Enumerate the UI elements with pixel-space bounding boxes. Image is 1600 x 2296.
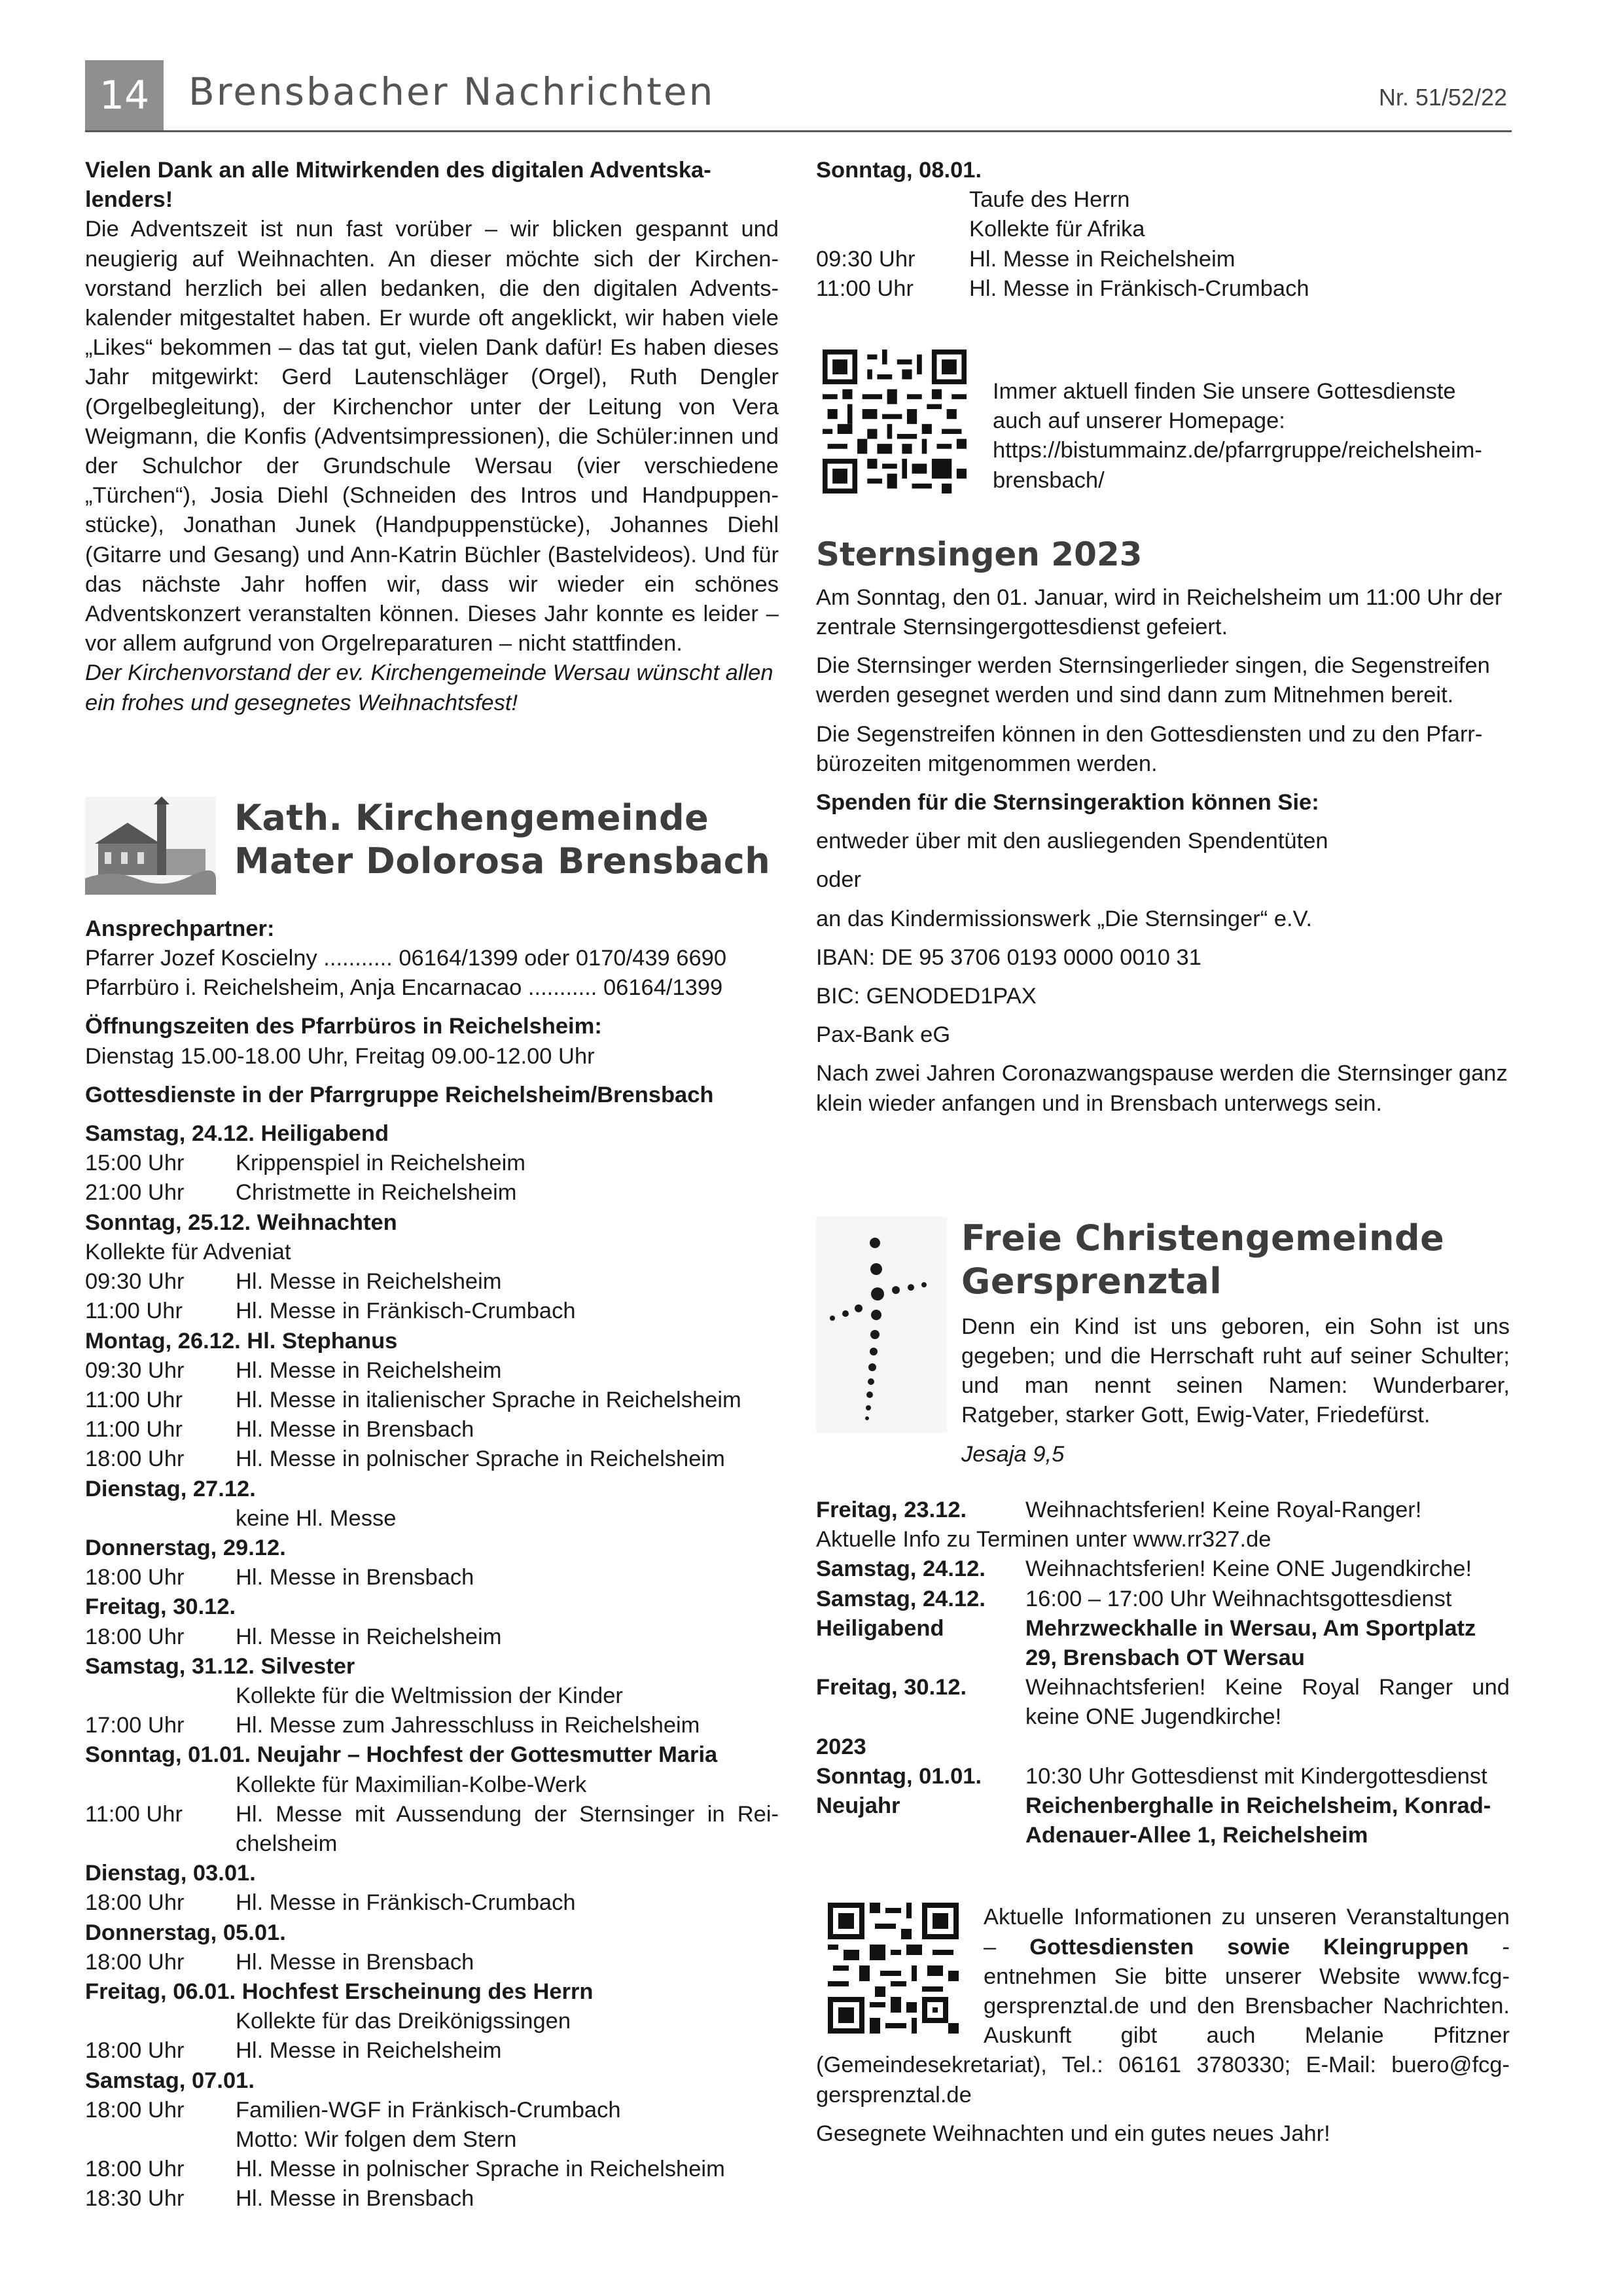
service-event: Christmette in Reichelsheim: [236, 1180, 517, 1206]
sternsingen-p2: Die Sternsinger werden Sternsingerlieder singen, die Segenstreifen werden gesegnet werden und sind dann zum Mitnehmen bereit.: [816, 653, 1490, 708]
event-text: Weihnachtsferien! Keine ONE Jugendkirche!: [1025, 1556, 1472, 1582]
schedule-note: Motto: Wir folgen dem Stern: [236, 2126, 517, 2152]
donation-bank: Pax-Bank eG: [816, 1022, 951, 1048]
homepage-block: [816, 350, 1510, 495]
service-time: 09:30 Uhr: [85, 1357, 185, 1383]
schedule-day: Freitag, 30.12.: [85, 1594, 236, 1620]
service-time: 18:00 Uhr: [85, 2038, 185, 2064]
schedule-note: Kollekte für Maximilian-Kolbe-Werk: [236, 1772, 587, 1797]
schedule-day: Samstag, 07.01.: [85, 2068, 255, 2093]
service-time: 18:00 Uhr: [85, 1624, 185, 1649]
donation-bic: BIC: GENODED1PAX: [816, 984, 1037, 1009]
fcg-info-text-a: Aktuelle Informationen zu unseren Veranstaltungen –: [984, 1905, 1510, 1960]
sternsingen-p3: Die Segenstreifen können in den Gottesdiensten und zu den Pfarrbürozeiten mitgenommen werden.: [816, 721, 1483, 776]
service-event: Hl. Messe in Reichelsheim: [236, 1269, 502, 1295]
schedule-row: [85, 1178, 779, 1208]
fcg-info-text-bold: Gottesdiensten sowie Kleingruppen: [1029, 1934, 1469, 1960]
schedule-day: Sonntag, 08.01.: [816, 158, 982, 183]
fcg-event-row: [816, 1762, 1510, 1791]
schedule-day: Donnerstag, 29.12.: [85, 1535, 286, 1560]
header-rule: [85, 130, 1512, 132]
fcg-section-header: [816, 1217, 1510, 1469]
service-event: Hl. Messe in polnischer Sprache in Reichelsheim: [236, 2157, 725, 2182]
verse-reference: Jesaja 9,5: [961, 1441, 1065, 1467]
service-time: 18:00 Uhr: [85, 1949, 185, 1975]
church-illustration-icon: [85, 797, 216, 895]
kath-title-line1: Kath. Kirchengemeinde: [234, 797, 709, 838]
event-date: Sonntag, 01.01.: [816, 1763, 982, 1789]
service-event: Hl. Messe in Brensbach: [236, 2186, 474, 2212]
service-event: Hl. Messe in Brensbach: [236, 1565, 474, 1590]
service-time: 11:00 Uhr: [85, 1299, 183, 1324]
event-text: Reichenberghalle in Reichelsheim, Konrad-Adenauer-Allee 1, Reichelsheim: [1025, 1793, 1491, 1848]
fcg-event-row: [816, 1673, 1510, 1732]
service-time: 18:00 Uhr: [85, 1565, 185, 1590]
service-event: Hl. Messe in Brensbach: [236, 1949, 474, 1975]
service-event: Hl. Messe in Fränkisch-Crumbach: [236, 1299, 576, 1324]
service-time: 09:30 Uhr: [816, 246, 916, 272]
service-time: 11:00 Uhr: [85, 1801, 183, 1827]
donation-option-2: an das Kindermissionswerk „Die Sternsinger“ e.V.: [816, 906, 1313, 931]
schedule-day: Samstag, 31.12. Silvester: [85, 1653, 355, 1679]
schedule-row: [85, 1444, 779, 1474]
schedule-day: Sonntag, 01.01. Neujahr – Hochfest der Gottesmutter Maria: [85, 1742, 718, 1768]
homepage-url[interactable]: https://bistummainz.de/pfarrgruppe/reichelsheim-brensbach/: [993, 438, 1482, 493]
schedule-row: [85, 1415, 779, 1444]
schedule-day: Freitag, 06.01. Hochfest Erscheinung des Herrn: [85, 1979, 594, 2004]
fcg-event-row: [816, 1496, 1510, 1525]
fcg-year: 2023: [816, 1734, 866, 1759]
schedule-row: [816, 274, 1510, 304]
qr-code-icon[interactable]: [828, 1903, 959, 2034]
schedule-row: [85, 2036, 779, 2066]
schedule-row: [85, 1800, 779, 1859]
schedule-day: Dienstag, 03.01.: [85, 1861, 256, 1886]
service-time: 15:00 Uhr: [85, 1151, 185, 1176]
service-time: 18:00 Uhr: [85, 1890, 185, 1916]
page-header: [0, 0, 1600, 131]
schedule-note: Kollekte für das Dreikönigssingen: [236, 2009, 571, 2034]
fcg-info-line: Aktuelle Info zu Terminen unter www.rr327.de: [816, 1527, 1271, 1552]
donation-heading: Spenden für die Sternsingeraktion können Sie:: [816, 790, 1319, 816]
schedule-row: [85, 1711, 779, 1740]
schedule-row: [85, 1149, 779, 1178]
dotted-cross-icon: [816, 1217, 947, 1433]
schedule-row: [85, 1563, 779, 1592]
schedule-day: Montag, 26.12. Hl. Stephanus: [85, 1328, 398, 1354]
contact-office: Pfarrbüro i. Reichelsheim, Anja Encarnacao ........... 06164/1399: [85, 975, 723, 1001]
sternsingen-title: Sternsingen 2023: [816, 535, 1143, 573]
homepage-text: Immer aktuell finden Sie unsere Gottesdienste auch auf unserer Homepage:: [993, 379, 1456, 434]
event-date: Heiligabend: [816, 1615, 944, 1641]
schedule-row: [85, 2184, 779, 2214]
fcg-title-line1: Freie Christengemeinde: [961, 1217, 1445, 1259]
service-event: Hl. Messe in Fränkisch-Crumbach: [969, 276, 1309, 301]
thanks-body: Die Adventszeit ist nun fast vorüber – wir blicken gespannt und neugierig auf Weihnachten. An dieser möchte sich der Kirchenvorstand herzlich bei allen bedanken, die den digitalen Adventskalender mitgestaltet haben. Er wurde oft angeklickt, wir haben viele „Likes“ bekommen – das tat gut, vielen Dank dafür! Es haben dieses Jahr mitgewirkt: Gerd Lautenschläger (Orgel), Ruth Dengler (Orgelbegleitung), der Kirchenchor unter der Leitung von Vera Weigmann, die Konfis (Adventsimpressionen), die Schüler:innen und der Schulchor der Grundschule Wersau (vier verschiedene „Türchen“), Josia Diehl (Schneiden des Intros und Handpuppenstücke), Jonathan Junek (Handpuppenstücke), Johannes Diehl (Gitarre und Gesang) und Ann-Katrin Büchler (Bastelvideos). Und für das nächste Jahr hoffen wir, dass wir wieder ein schönes Adventskonzert veranstalten können. Dieses Jahr konnte es leider – vor allem aufgrund von Orgelreparaturen – nicht stattfinden.: [85, 217, 779, 656]
services-label: Gottesdienste in der Pfarrgruppe Reichelsheim/Brensbach: [85, 1082, 714, 1107]
thanks-heading: Vielen Dank an alle Mitwirkenden des digitalen Adventskalenders!: [85, 158, 711, 213]
event-text: 10:30 Uhr Gottesdienst mit Kindergottesdienst: [1025, 1763, 1487, 1789]
contact-label: Ansprechpartner:: [85, 916, 275, 941]
fcg-event-row: [816, 1791, 1510, 1850]
schedule-note: Kollekte für Afrika: [969, 217, 1145, 242]
service-time: 18:00 Uhr: [85, 2097, 185, 2123]
event-text: Weihnachtsferien! Keine Royal Ranger und keine ONE Jugendkirche!: [1025, 1675, 1510, 1730]
schedule-note: Taufe des Herrn: [969, 187, 1130, 213]
fcg-info-text-c: - entnehmen Sie bitte unserer Website www.fcg-gersprenztal.de und den Brensbacher Nachrichten. Auskunft gibt auch Melanie Pfitzner (Gemeindesekretariat), Tel.: 06161 3780330; E-Mail: buero@fcg-gersprenztal.de: [816, 1934, 1510, 2108]
fcg-event-row: [816, 1554, 1510, 1584]
service-event: Familien-WGF in Fränkisch-Crumbach: [236, 2097, 621, 2123]
fcg-schedule: [816, 1496, 1510, 1850]
fcg-info-block: [816, 1903, 1510, 2109]
contact-priest: Pfarrer Jozef Koscielny ........... 06164/1399 oder 0170/439 6690: [85, 946, 727, 971]
fcg-event-row: [816, 1614, 1510, 1673]
service-event: Krippenspiel in Reichelsheim: [236, 1151, 525, 1176]
event-text: Mehrzweckhalle in Wersau, Am Sportplatz 29, Brensbach OT Wersau: [1025, 1615, 1476, 1670]
kath-section-header: [85, 797, 779, 895]
schedule-row: [85, 1297, 779, 1326]
service-time: 18:00 Uhr: [85, 2157, 185, 2182]
thanks-signature: Der Kirchenvorstand der ev. Kirchengemeinde Wersau wünscht allen ein frohes und gesegnetes Weihnachtsfest!: [85, 660, 773, 715]
service-time: 18:00 Uhr: [85, 1446, 185, 1472]
schedule-row: [85, 1356, 779, 1386]
service-time: 17:00 Uhr: [85, 1713, 185, 1738]
schedule-row: [85, 1386, 779, 1415]
schedule-row: [85, 2155, 779, 2184]
donation-option-1: entweder über mit den ausliegenden Spendentüten: [816, 829, 1328, 854]
office-hours: Dienstag 15.00-18.00 Uhr, Freitag 09.00-12.00 Uhr: [85, 1043, 595, 1069]
service-time: 11:00 Uhr: [85, 1417, 183, 1443]
schedule-row: [85, 1623, 779, 1652]
service-time: 18:30 Uhr: [85, 2186, 185, 2212]
page-number: 14: [85, 60, 164, 131]
event-date: Samstag, 24.12.: [816, 1586, 986, 1611]
schedule-day: Samstag, 24.12. Heiligabend: [85, 1121, 389, 1147]
event-text: 16:00 – 17:00 Uhr Weihnachtsgottesdienst: [1025, 1586, 1452, 1611]
service-event: Hl. Messe in Reichelsheim: [236, 1357, 502, 1383]
schedule-row: [85, 1267, 779, 1297]
event-date: Freitag, 30.12.: [816, 1675, 967, 1700]
schedule-row: [816, 245, 1510, 274]
service-event: Hl. Messe mit Aussendung der Sternsinger in Reichelsheim: [236, 1801, 779, 1856]
schedule-note: Kollekte für Adveniat: [85, 1239, 291, 1265]
fcg-title-line2: Gersprenztal: [961, 1260, 1222, 1302]
event-date: Samstag, 24.12.: [816, 1556, 986, 1582]
schedule-note: Kollekte für die Weltmission der Kinder: [236, 1683, 623, 1708]
schedule-day: Donnerstag, 05.01.: [85, 1920, 286, 1945]
schedule-row: [85, 1888, 779, 1918]
service-event: Hl. Messe in polnischer Sprache in Reichelsheim: [236, 1446, 725, 1472]
sternsingen-p1: Am Sonntag, den 01. Januar, wird in Reichelsheim um 11:00 Uhr der zentrale Sternsingergottesdienst gefeiert.: [816, 584, 1502, 640]
issue-number: Nr. 51/52/22: [1378, 84, 1507, 111]
event-date: Neujahr: [816, 1793, 900, 1818]
kath-title-line2: Mater Dolorosa Brensbach: [234, 840, 771, 882]
qr-code-icon[interactable]: [823, 350, 967, 493]
service-time: 11:00 Uhr: [85, 1387, 183, 1412]
schedule-row: [85, 1948, 779, 1977]
donation-or: oder: [816, 867, 862, 893]
service-event: Hl. Messe in Reichelsheim: [236, 1624, 502, 1649]
service-event: Hl. Messe zum Jahresschluss in Reichelsheim: [236, 1713, 700, 1738]
schedule-row: [85, 2096, 779, 2125]
bible-verse: Denn ein Kind ist uns geboren, ein Sohn ist uns gegeben; und die Herrschaft ruht auf seiner Schulter; und man nennt seinen Namen: Wunderbarer, Ratgeber, starker Gott, Ewig-Vater, Friedefürst.: [961, 1314, 1510, 1428]
schedule-day: Dienstag, 27.12.: [85, 1476, 256, 1501]
right-column: [816, 156, 1510, 2149]
service-event: Hl. Messe in italienischer Sprache in Reichelsheim: [236, 1387, 741, 1412]
service-time: 21:00 Uhr: [85, 1180, 185, 1206]
donation-iban: IBAN: DE 95 3706 0193 0000 0010 31: [816, 944, 1201, 970]
event-date: Freitag, 23.12.: [816, 1497, 967, 1522]
service-event: Hl. Messe in Brensbach: [236, 1417, 474, 1443]
schedule-day: Sonntag, 25.12. Weihnachten: [85, 1210, 397, 1235]
sternsingen-p4: Nach zwei Jahren Coronazwangspause werden die Sternsinger ganz klein wieder anfangen und in Brensbach unterwegs sein.: [816, 1061, 1508, 1116]
publication-title: Brensbacher Nachrichten: [188, 69, 715, 114]
event-text: Weihnachtsferien! Keine Royal-Ranger!: [1025, 1497, 1422, 1522]
schedule-note: keine Hl. Messe: [236, 1505, 397, 1531]
office-hours-label: Öffnungszeiten des Pfarrbüros in Reichelsheim:: [85, 1014, 602, 1039]
closing-greeting: Gesegnete Weihnachten und ein gutes neues Jahr!: [816, 2121, 1330, 2146]
service-schedule: [85, 1119, 779, 2214]
service-event: Hl. Messe in Reichelsheim: [969, 246, 1236, 272]
left-column: [85, 156, 779, 2214]
service-time: 11:00 Uhr: [816, 276, 914, 301]
service-event: Hl. Messe in Fränkisch-Crumbach: [236, 1890, 576, 1916]
service-event: Hl. Messe in Reichelsheim: [236, 2038, 502, 2064]
service-time: 09:30 Uhr: [85, 1269, 185, 1295]
fcg-event-row: [816, 1585, 1510, 1614]
